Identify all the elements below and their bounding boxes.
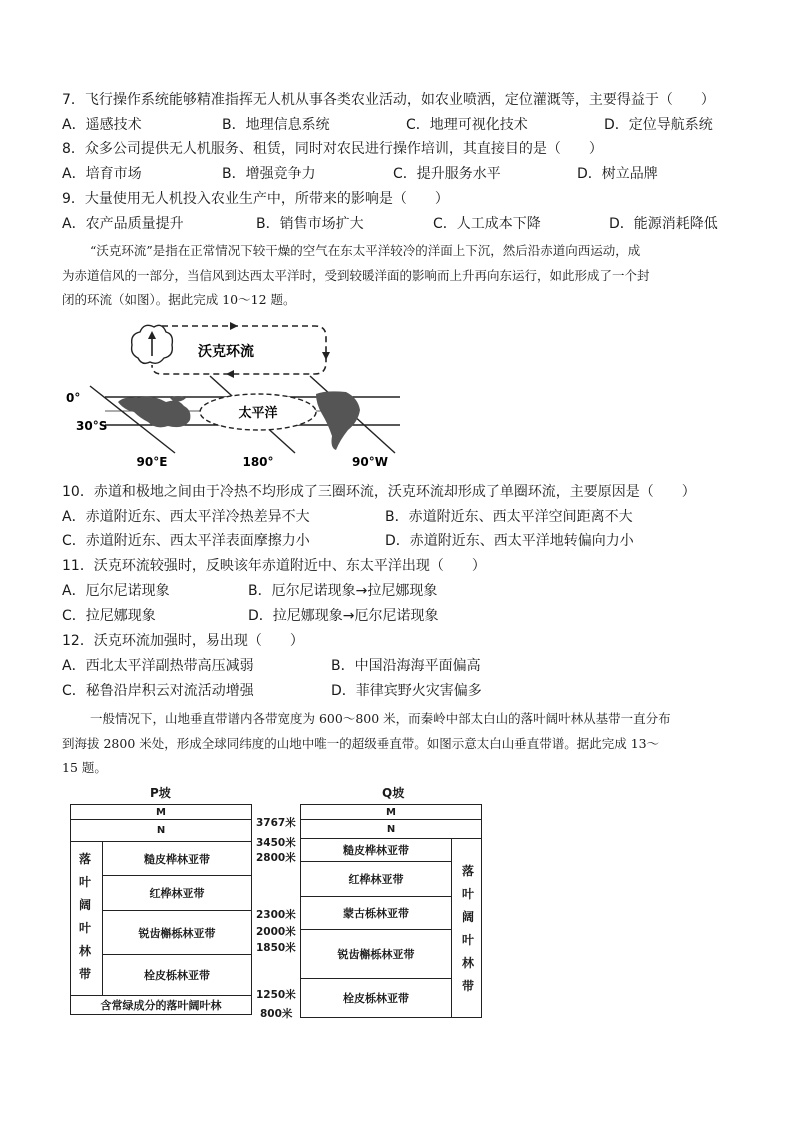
altitude-2800: 2800米	[256, 852, 296, 864]
q8-option-a[interactable]: A．培育市场	[62, 166, 142, 182]
q12-option-d[interactable]: D．菲律宾野火灾害偏多	[331, 683, 482, 699]
q12-option-b[interactable]: B．中国沿海海平面偏高	[331, 658, 481, 674]
q-zone-1: 糙皮桦林亚带	[300, 838, 452, 862]
q7-option-b[interactable]: B．地理信息系统	[222, 117, 330, 133]
q8-stem: 8．众多公司提供无人机服务、租赁，同时对农民进行操作培训，其直接目的是（ ）	[62, 141, 603, 157]
passage2-line-2: 到海拔 2800 米处，形成全球同纬度的山地中唯一的超级垂直带。如图示意太白山垂直带谱。据此完成 13～	[62, 736, 660, 751]
q12-option-a[interactable]: A．西北太平洋副热带高压减弱	[62, 658, 254, 674]
q7-option-c[interactable]: C．地理可视化技术	[406, 117, 528, 133]
q8-option-b[interactable]: B．增强竞争力	[222, 166, 316, 182]
q10-option-d[interactable]: D．赤道附近东、西太平洋地转偏向力小	[385, 533, 634, 549]
q12-stem: 12．沃克环流加强时，易出现（ ）	[62, 633, 304, 649]
up-arrow-icon	[148, 331, 156, 356]
arrow-head-down	[322, 352, 330, 360]
p-zone-3: 锐齿槲栎林亚带	[102, 910, 252, 955]
q9-stem: 9．大量使用无人机投入农业生产中，所带来的影响是（ ）	[62, 191, 449, 207]
p-zone-base: 含常绿成分的落叶阔叶林	[70, 995, 252, 1015]
p-zone-1: 糙皮桦林亚带	[102, 841, 252, 876]
q9-option-b[interactable]: B．销售市场扩大	[256, 216, 364, 232]
altitude-2000: 2000米	[256, 926, 296, 938]
lon-90w-label: 90°W	[352, 455, 388, 468]
q10-option-a[interactable]: A．赤道附近东、西太平洋冷热差异不大	[62, 509, 310, 525]
q12-option-c[interactable]: C．秘鲁沿岸积云对流活动增强	[62, 683, 254, 699]
passage2-line-3: 15 题。	[62, 760, 107, 775]
altitude-1250: 1250米	[256, 989, 296, 1001]
q-zone-5: 栓皮栎林亚带	[300, 978, 452, 1018]
altitude-3767: 3767米	[256, 817, 296, 829]
p-zone-m: M	[70, 804, 252, 820]
altitude-1850: 1850米	[256, 942, 296, 954]
q11-option-d[interactable]: D．拉尼娜现象→厄尔尼诺现象	[248, 608, 439, 624]
p-zone-2: 红桦林亚带	[102, 875, 252, 911]
lon-180-label: 180°	[242, 455, 274, 468]
arrow-head-west	[226, 370, 234, 378]
q10-option-c[interactable]: C．赤道附近东、西太平洋表面摩擦力小	[62, 533, 310, 549]
q7-stem: 7．飞行操作系统能够精准指挥无人机从事各类农业活动，如农业喷洒，定位灌溉等，主要得益于（ ）	[62, 92, 715, 108]
lon-90e-label: 90°E	[136, 455, 168, 468]
q-belt-label: 落 叶 阔 叶 林 带	[461, 864, 474, 993]
passage1-line-3: 闭的环流（如图）。据此完成 10～12 题。	[62, 292, 296, 307]
south-america-landmass	[316, 391, 360, 450]
q8-option-c[interactable]: C．提升服务水平	[393, 166, 501, 182]
passage2-line-1: 一般情况下，山地垂直带谱内各带宽度为 600～800 米，而秦岭中部太白山的落叶阔叶林从基带一直分布	[90, 711, 671, 726]
q8-option-d[interactable]: D．树立品牌	[577, 166, 658, 182]
q9-option-c[interactable]: C．人工成本下降	[433, 216, 541, 232]
ocean-label: 太平洋	[238, 406, 278, 421]
p-zone-4: 栓皮栎林亚带	[102, 954, 252, 996]
p-belt-label: 落 叶 阔 叶 林 带	[78, 852, 91, 981]
q-slope-title: Q坡	[382, 786, 405, 800]
passage1-line-2: 为赤道信风的一部分，当信风到达西太平洋时，受到较暖洋面的影响而上升再向东运行，如此形成了一个封	[62, 268, 650, 283]
q-zone-m: M	[300, 804, 482, 820]
q11-option-b[interactable]: B．厄尔尼诺现象→拉尼娜现象	[248, 583, 438, 599]
q11-option-c[interactable]: C．拉尼娜现象	[62, 608, 156, 624]
q-zone-2: 红桦林亚带	[300, 861, 452, 897]
altitude-3450: 3450米	[256, 837, 296, 849]
q-zone-n: N	[300, 819, 482, 839]
q-zone-3: 蒙古栎林亚带	[300, 896, 452, 930]
q7-option-a[interactable]: A．遥感技术	[62, 117, 142, 133]
q-zone-4: 锐齿槲栎林亚带	[300, 929, 452, 979]
lat-30s-label: 30°S	[76, 419, 108, 433]
q9-option-a[interactable]: A．农产品质量提升	[62, 216, 184, 232]
passage1-line-1: “沃克环流”是指在正常情况下较干燥的空气在东太平洋较冷的洋面上下沉，然后沿赤道向西运动，成	[90, 243, 641, 258]
q11-stem: 11．沃克环流较强时，反映该年赤道附近中、东太平洋出现（ ）	[62, 558, 486, 574]
q9-option-d[interactable]: D．能源消耗降低	[609, 216, 718, 232]
circulation-label: 沃克环流	[198, 344, 254, 360]
walker-circulation-diagram	[60, 318, 420, 468]
altitude-800: 800米	[260, 1008, 293, 1020]
q10-option-b[interactable]: B．赤道附近东、西太平洋空间距离不大	[385, 509, 633, 525]
q7-option-d[interactable]: D．定位导航系统	[604, 117, 713, 133]
arrow-head-east	[230, 322, 238, 330]
q11-option-a[interactable]: A．厄尔尼诺现象	[62, 583, 170, 599]
vertical-zone-diagram	[60, 782, 490, 1027]
lat-equator-label: 0°	[66, 391, 81, 405]
q10-stem: 10．赤道和极地之间由于冷热不均形成了三圈环流，沃克环流却形成了单圈环流，主要原因是（ ）	[62, 484, 696, 500]
p-zone-n: N	[70, 819, 252, 842]
p-slope-title: P坡	[150, 786, 171, 800]
altitude-2300: 2300米	[256, 909, 296, 921]
